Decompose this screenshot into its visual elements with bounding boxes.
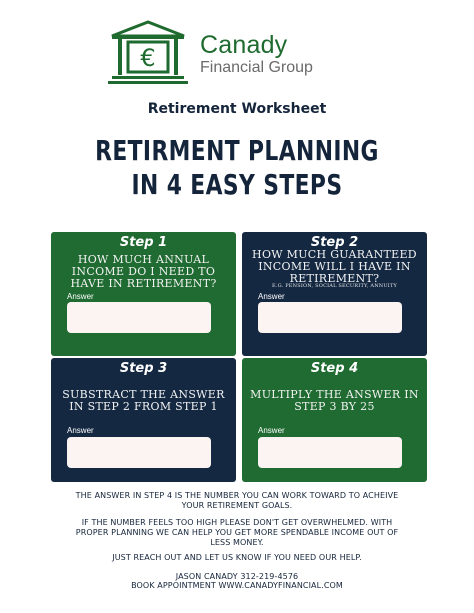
step-2-title: Step 2: [310, 235, 359, 250]
step-1-card: [51, 232, 236, 356]
booking-line[interactable]: BOOK APPOINTMENT WWW.CANADYFINANCIAL.COM: [131, 581, 343, 590]
footer-paragraph-3: JUST REACH OUT AND LET US KNOW IF YOU NEED OUR HELP.: [112, 553, 362, 562]
step-1-title: Step 1: [119, 235, 168, 250]
step-2-question: HOW MUCH GUARANTEED INCOME WILL I HAVE IN RETIREMENT?: [252, 248, 417, 285]
worksheet-subtitle: Retirement Worksheet: [147, 101, 327, 117]
contact-line: JASON CANADY 312-219-4576: [175, 572, 299, 581]
step-2-answer-field[interactable]: [258, 302, 402, 333]
headline-line-2: IN 4 EASY STEPS: [131, 168, 343, 201]
step-2-answer-label: Answer: [258, 292, 285, 301]
logo: [108, 20, 368, 86]
step-1-answer-field[interactable]: [67, 302, 211, 333]
step-1-question: HOW MUCH ANNUAL INCOME DO I NEED TO HAVE IN RETIREMENT?: [70, 253, 217, 290]
step-4-answer-field[interactable]: [258, 437, 402, 468]
brand-subname: Financial Group: [200, 59, 313, 76]
svg-text:€: €: [140, 44, 156, 72]
headline-line-1: RETIRMENT PLANNING: [95, 134, 379, 167]
footer-paragraph-1: THE ANSWER IN STEP 4 IS THE NUMBER YOU CAN WORK TOWARD TO ACHEIVE YOUR RETIREMENT GOALS.: [75, 491, 399, 510]
step-3-answer-label: Answer: [67, 426, 94, 435]
page-headline: [52, 134, 422, 202]
step-4-card: [242, 358, 427, 482]
step-4-title: Step 4: [310, 361, 359, 376]
step-3-title: Step 3: [119, 361, 168, 376]
step-1-answer-label: Answer: [67, 292, 94, 301]
step-2-card: [242, 232, 427, 356]
step-4-question: MULTIPLY THE ANSWER IN STEP 3 BY 25: [250, 388, 419, 413]
step-2-note: E.G. PENSION, SOCIAL SECURITY, ANNUITY: [271, 283, 397, 289]
step-3-card: [51, 358, 236, 482]
footer-paragraph-2: IF THE NUMBER FEELS TOO HIGH PLEASE DON'T GET OVERWHELMED. WITH PROPER PLANNING WE CAN HELP YOU GET MORE SPENDABLE INCOME OUT OF LESS MONEY.: [75, 518, 399, 547]
step-4-answer-label: Answer: [258, 426, 285, 435]
bank-euro-icon: [108, 20, 188, 86]
step-3-question: SUBSTRACT THE ANSWER IN STEP 2 FROM STEP 1: [62, 388, 225, 413]
step-3-answer-field[interactable]: [67, 437, 211, 468]
brand-name: Canady: [200, 31, 288, 59]
